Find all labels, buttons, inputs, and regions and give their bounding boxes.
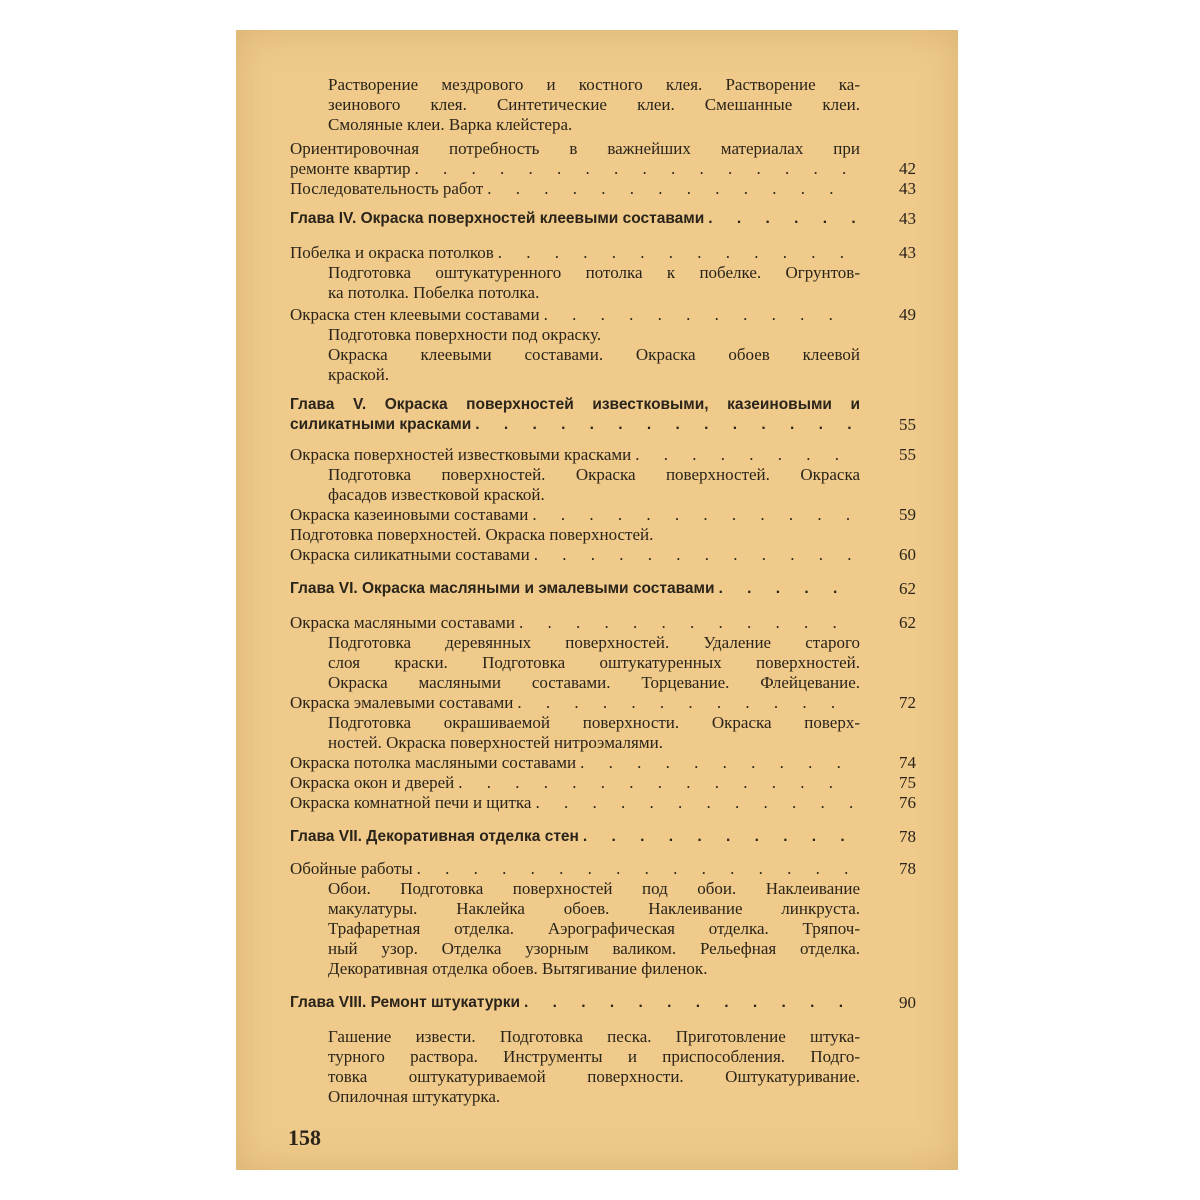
toc-entry-text: Обойные работы [290, 859, 413, 878]
chapter-heading [290, 394, 860, 415]
toc-entry [328, 94, 860, 115]
toc-page-ref: 78 [899, 859, 916, 878]
toc-entry-text: Трафаретная отделка. Аэрографическая отделка. Тряпоч- [328, 919, 860, 938]
toc-entry-text: Глава VI. Окраска масляными и эмалевыми составами [290, 580, 715, 597]
toc-entry-text: Окраска клеевыми составами. Окраска обоев клеевой [328, 345, 860, 364]
toc-page-ref: 59 [899, 505, 916, 524]
toc-entry [328, 632, 860, 653]
toc-entry-text: Глава V. Окраска поверхностей известковыми, казеиновыми и [290, 396, 860, 413]
toc-entry [290, 178, 860, 199]
toc-entry-text: Последовательность работ [290, 179, 484, 198]
toc-entry-text: фасадов известковой краской. [328, 485, 545, 504]
toc-entry-text: Подготовка окрашиваемой поверхности. Окраска поверх- [328, 713, 860, 732]
toc-entry-text: Окраска эмалевыми составами [290, 693, 514, 712]
toc-entry [328, 1026, 860, 1047]
toc-entry-text: Декоративная отделка обоев. Вытягивание филенок. [328, 959, 708, 978]
toc-entry [328, 74, 860, 95]
toc-entry [290, 544, 860, 565]
dot-leader [719, 578, 856, 599]
toc-page-ref: 62 [899, 579, 916, 598]
toc-entry [290, 504, 860, 525]
dot-leader [535, 792, 856, 813]
toc-entry-text: Подготовка оштукатуренного потолка к побелке. Огрунтов- [328, 263, 860, 282]
toc-entry [328, 262, 860, 283]
toc-entry [290, 752, 860, 773]
table-of-contents [236, 30, 958, 1170]
toc-entry-text: Окраска окон и дверей [290, 773, 455, 792]
toc-entry-text: Гашение извести. Подготовка песка. Приготовление штука- [328, 1027, 860, 1046]
toc-page-ref: 78 [899, 827, 916, 846]
toc-page-ref: 43 [899, 209, 916, 228]
toc-page-ref: 55 [899, 445, 916, 464]
toc-entry [290, 138, 860, 159]
toc-entry-text: Окраска комнатной печи и щитка [290, 793, 532, 812]
toc-entry [328, 464, 860, 485]
toc-page-ref: 76 [899, 793, 916, 812]
toc-entry-text: Окраска масляными составами. Торцевание. Флейцевание. [328, 673, 860, 692]
page-number: 158 [288, 1125, 321, 1150]
toc-entry-text: Окраска казеиновыми составами [290, 505, 529, 524]
toc-entry-text: ремонте квартир [290, 159, 411, 178]
toc-entry-text: Опилочная штукатурка. [328, 1087, 501, 1106]
toc-entry [328, 1086, 860, 1107]
dot-leader [519, 612, 856, 633]
dot-leader [487, 178, 856, 199]
dot-leader [534, 544, 856, 565]
toc-entry-text: Смоляные клеи. Варка клейстера. [328, 115, 573, 134]
toc-entry [290, 242, 860, 263]
chapter-heading [290, 826, 860, 847]
toc-entry-text: Окраска силикатными составами [290, 545, 530, 564]
toc-entry-text: Подготовка поверхностей. Окраска поверхностей. [290, 525, 654, 544]
toc-page-ref: 49 [899, 305, 916, 324]
toc-entry-text: Побелка и окраска потолков [290, 243, 494, 262]
toc-entry-text: Окраска стен клеевыми составами [290, 305, 540, 324]
toc-entry [290, 612, 860, 633]
toc-entry [328, 878, 860, 899]
toc-entry [328, 1046, 860, 1067]
toc-page-ref: 90 [899, 993, 916, 1012]
chapter-heading [290, 578, 860, 599]
dot-leader [580, 752, 856, 773]
toc-entry [290, 524, 860, 545]
dot-leader [532, 504, 856, 525]
toc-entry [328, 114, 860, 135]
toc-entry-text: слоя краски. Подготовка оштукатуренных поверхностей. [328, 653, 860, 672]
chapter-heading [290, 414, 860, 435]
toc-entry [290, 772, 860, 793]
toc-entry-text: турного раствора. Инструменты и приспособления. Подго- [328, 1047, 860, 1066]
book-page [236, 30, 958, 1170]
toc-entry [328, 364, 860, 385]
toc-entry-text: ный узор. Отделка узорным валиком. Рельефная отделка. [328, 939, 860, 958]
toc-entry-text: ностей. Окраска поверхностей нитроэмалями. [328, 733, 663, 752]
toc-entry-text: силикатными красками [290, 416, 472, 433]
dot-leader [583, 826, 856, 847]
toc-entry-text: Окраска потолка масляными составами [290, 753, 577, 772]
toc-entry [328, 324, 860, 345]
toc-entry [328, 898, 860, 919]
toc-page-ref: 43 [899, 179, 916, 198]
toc-page-ref: 55 [899, 415, 916, 434]
dot-leader [415, 158, 856, 179]
chapter-heading [290, 208, 860, 229]
dot-leader [635, 444, 856, 465]
toc-entry [328, 672, 860, 693]
dot-leader [544, 304, 856, 325]
toc-entry-text: Окраска масляными составами [290, 613, 515, 632]
dot-leader [524, 992, 856, 1013]
toc-entry-text: товка оштукатуриваемой поверхности. Оштукатуривание. [328, 1067, 860, 1086]
toc-entry-text: Обои. Подготовка поверхностей под обои. Наклеивание [328, 879, 860, 898]
toc-entry [290, 792, 860, 813]
toc-entry-text: Подготовка поверхностей. Окраска поверхностей. Окраска [328, 465, 860, 484]
toc-page-ref: 75 [899, 773, 916, 792]
dot-leader [708, 208, 856, 229]
toc-entry-text: Ориентировочная потребность в важнейших материалах при [290, 139, 860, 158]
toc-entry-text: Окраска поверхностей известковыми красками [290, 445, 632, 464]
dot-leader [498, 242, 856, 263]
chapter-heading [290, 992, 860, 1013]
toc-entry-text: Глава VIII. Ремонт штукатурки [290, 994, 521, 1011]
toc-entry [290, 444, 860, 465]
toc-entry [290, 858, 860, 879]
toc-entry [328, 344, 860, 365]
toc-entry-text: Подготовка поверхности под окраску. [328, 325, 602, 344]
toc-entry [328, 918, 860, 939]
toc-page-ref: 60 [899, 545, 916, 564]
toc-entry [328, 732, 860, 753]
toc-entry [328, 712, 860, 733]
toc-entry-text: краской. [328, 365, 390, 384]
toc-page-ref: 72 [899, 693, 916, 712]
dot-leader [517, 692, 856, 713]
dot-leader [475, 414, 856, 435]
toc-page-ref: 74 [899, 753, 916, 772]
toc-entry [328, 282, 860, 303]
toc-entry-text: Подготовка деревянных поверхностей. Удаление старого [328, 633, 860, 652]
toc-entry-text: ка потолка. Побелка потолка. [328, 283, 540, 302]
toc-entry [328, 938, 860, 959]
toc-page-ref: 43 [899, 243, 916, 262]
toc-page-ref: 42 [899, 159, 916, 178]
toc-entry-text: Глава IV. Окраска поверхностей клеевыми составами [290, 210, 705, 227]
toc-entry [290, 692, 860, 713]
dot-leader [417, 858, 856, 879]
toc-entry [328, 958, 860, 979]
toc-entry [328, 484, 860, 505]
toc-entry-text: Растворение мездрового и костного клея. Растворение ка- [328, 75, 860, 94]
toc-entry [328, 652, 860, 673]
toc-entry [290, 304, 860, 325]
dot-leader [458, 772, 856, 793]
toc-entry [290, 158, 860, 179]
toc-entry [328, 1066, 860, 1087]
toc-entry-text: макулатуры. Наклейка обоев. Наклеивание линкруста. [328, 899, 860, 918]
toc-page-ref: 62 [899, 613, 916, 632]
toc-entry-text: зеинового клея. Синтетические клеи. Смешанные клеи. [328, 95, 860, 114]
toc-entry-text: Глава VII. Декоративная отделка стен [290, 828, 579, 845]
